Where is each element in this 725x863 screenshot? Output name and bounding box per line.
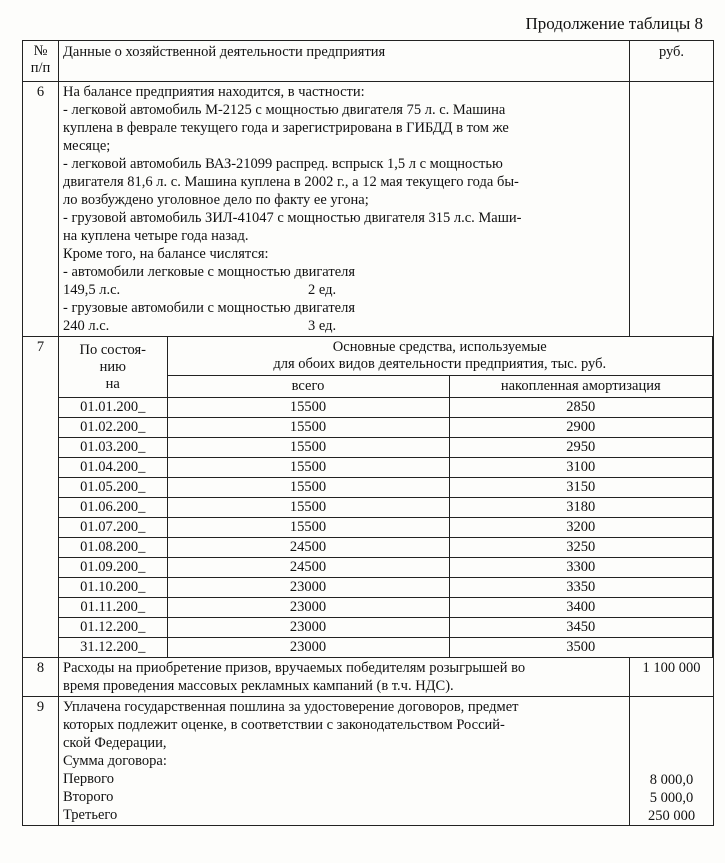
table-row bbox=[59, 418, 713, 438]
row-number: 8 bbox=[23, 658, 59, 697]
cell-amort: 3180 bbox=[449, 498, 713, 518]
cell-date: 01.08.200_ bbox=[59, 538, 167, 558]
cell-total: 24500 bbox=[167, 538, 449, 558]
header-num: № п/п bbox=[23, 41, 59, 82]
text-line: - автомобили легковые с мощностью двигателя bbox=[63, 264, 356, 280]
text-line: ской Федерации, bbox=[63, 735, 167, 751]
cell-amort: 3300 bbox=[449, 558, 713, 578]
contract-amount: 8 000,0 bbox=[649, 772, 694, 788]
table-row bbox=[59, 518, 713, 538]
cell-date: 01.10.200_ bbox=[59, 578, 167, 598]
text-line: Уплачена государственная пошлина за удостоверение договоров, предмет bbox=[63, 699, 519, 715]
table-row-6 bbox=[23, 82, 714, 337]
cars-hp: 149,5 л.с. bbox=[63, 282, 121, 298]
cell-total: 15500 bbox=[167, 438, 449, 458]
table-row bbox=[59, 398, 713, 418]
cell-date: 01.04.200_ bbox=[59, 458, 167, 478]
col-date-header: По состоя- нию на bbox=[59, 337, 167, 398]
row8-text bbox=[59, 658, 630, 697]
cell-amort: 3200 bbox=[449, 518, 713, 538]
trucks-hp: 240 л.с. bbox=[63, 318, 110, 334]
cell-date: 01.05.200_ bbox=[59, 478, 167, 498]
table-row bbox=[59, 498, 713, 518]
sub-header-row bbox=[59, 337, 713, 376]
contract-label: Первого bbox=[63, 771, 114, 787]
cell-amort: 3400 bbox=[449, 598, 713, 618]
table-header-row bbox=[23, 41, 714, 82]
cell-total: 15500 bbox=[167, 498, 449, 518]
text-line: Кроме того, на балансе числятся: bbox=[63, 246, 269, 262]
cell-date: 01.07.200_ bbox=[59, 518, 167, 538]
text-line: время проведения массовых рекламных кампаний (в т.ч. НДС). bbox=[63, 678, 454, 694]
cell-total: 24500 bbox=[167, 558, 449, 578]
cell-date: 01.06.200_ bbox=[59, 498, 167, 518]
cell-amort: 3150 bbox=[449, 478, 713, 498]
cell-total: 15500 bbox=[167, 518, 449, 538]
table-row bbox=[59, 578, 713, 598]
text-line: двигателя 81,6 л. с. Машина куплена в 2002 г., а 12 мая текущего года бы- bbox=[63, 174, 519, 190]
col-total-header: всего bbox=[167, 376, 449, 398]
contract-label: Второго bbox=[63, 789, 114, 805]
col-group-header: Основные средства, используемые для обоих видов деятельности предприятия, тыс. руб. bbox=[167, 337, 713, 376]
cell-amort: 3250 bbox=[449, 538, 713, 558]
cell-total: 23000 bbox=[167, 618, 449, 638]
text-line: месяце; bbox=[63, 138, 111, 154]
text-line: - легковой автомобиль М-2125 с мощностью двигателя 75 л. с. Машина bbox=[63, 102, 506, 118]
table-row bbox=[59, 478, 713, 498]
cell-amort: 3100 bbox=[449, 458, 713, 478]
cell-amort: 2900 bbox=[449, 418, 713, 438]
cell-amort: 3500 bbox=[449, 638, 713, 658]
cell-date: 01.03.200_ bbox=[59, 438, 167, 458]
text-line: Расходы на приобретение призов, вручаемых победителям розыгрышей во bbox=[63, 660, 526, 676]
text-line: на куплена четыре года назад. bbox=[63, 228, 249, 244]
cars-qty: 2 ед. bbox=[308, 282, 337, 298]
header-desc: Данные о хозяйственной деятельности предприятия bbox=[59, 41, 630, 82]
row6-text bbox=[59, 82, 630, 337]
row-number: 7 bbox=[23, 337, 59, 658]
cell-total: 23000 bbox=[167, 598, 449, 618]
table-row bbox=[59, 618, 713, 638]
table-row bbox=[59, 598, 713, 618]
text-line: Сумма договора: bbox=[63, 753, 167, 769]
table-row bbox=[59, 458, 713, 478]
header-unit: руб. bbox=[630, 41, 714, 82]
cell-total: 15500 bbox=[167, 458, 449, 478]
cell-total: 23000 bbox=[167, 578, 449, 598]
cell-total: 15500 bbox=[167, 418, 449, 438]
row9-text bbox=[59, 697, 630, 826]
contract-amount: 5 000,0 bbox=[649, 790, 694, 806]
text-line: ло возбуждено уголовное дело по факту ее угона; bbox=[63, 192, 369, 208]
text-line: - легковой автомобиль ВАЗ-21099 распред. вспрыск 1,5 л с мощностью bbox=[63, 156, 503, 172]
row-number: 6 bbox=[23, 82, 59, 337]
cell-date: 01.02.200_ bbox=[59, 418, 167, 438]
table-row bbox=[59, 438, 713, 458]
text-line: - грузовые автомобили с мощностью двигателя bbox=[63, 300, 356, 316]
text-line: которых подлежит оценке, в соответствии с законодательством Россий- bbox=[63, 717, 505, 733]
text-line: - грузовой автомобиль ЗИЛ-41047 с мощностью двигателя 315 л.с. Маши- bbox=[63, 210, 522, 226]
row-amount: 1 100 000 bbox=[630, 658, 714, 697]
fixed-assets-cell bbox=[59, 337, 714, 658]
cell-amort: 3450 bbox=[449, 618, 713, 638]
cell-amort: 3350 bbox=[449, 578, 713, 598]
cell-date: 31.12.200_ bbox=[59, 638, 167, 658]
text-line: На балансе предприятия находится, в частности: bbox=[63, 84, 365, 100]
cell-total: 23000 bbox=[167, 638, 449, 658]
text-line: куплена в феврале текущего года и зарегистрирована в ГИБДД в том же bbox=[63, 120, 509, 136]
row-amount-empty bbox=[630, 82, 714, 337]
table-row bbox=[59, 538, 713, 558]
cell-date: 01.01.200_ bbox=[59, 398, 167, 418]
cell-date: 01.12.200_ bbox=[59, 618, 167, 638]
cell-total: 15500 bbox=[167, 478, 449, 498]
contract-amount: 250 000 bbox=[647, 808, 696, 824]
contract-label: Третьего bbox=[63, 807, 118, 823]
trucks-spec-line bbox=[63, 317, 625, 335]
col-amort-header: накопленная амортизация bbox=[449, 376, 713, 398]
table-row-7 bbox=[23, 337, 714, 658]
table-caption: Продолжение таблицы 8 bbox=[525, 14, 703, 33]
cell-amort: 2950 bbox=[449, 438, 713, 458]
cell-total: 15500 bbox=[167, 398, 449, 418]
fixed-assets-table bbox=[59, 337, 713, 657]
activity-data-table bbox=[22, 40, 714, 826]
table-row-8 bbox=[23, 658, 714, 697]
contract-amounts bbox=[630, 697, 714, 826]
cars-spec-line bbox=[63, 281, 625, 299]
table-row-9 bbox=[23, 697, 714, 826]
row-number: 9 bbox=[23, 697, 59, 826]
table-row bbox=[59, 558, 713, 578]
cell-date: 01.11.200_ bbox=[59, 598, 167, 618]
cell-amort: 2850 bbox=[449, 398, 713, 418]
table-row bbox=[59, 638, 713, 658]
trucks-qty: 3 ед. bbox=[308, 318, 337, 334]
cell-date: 01.09.200_ bbox=[59, 558, 167, 578]
